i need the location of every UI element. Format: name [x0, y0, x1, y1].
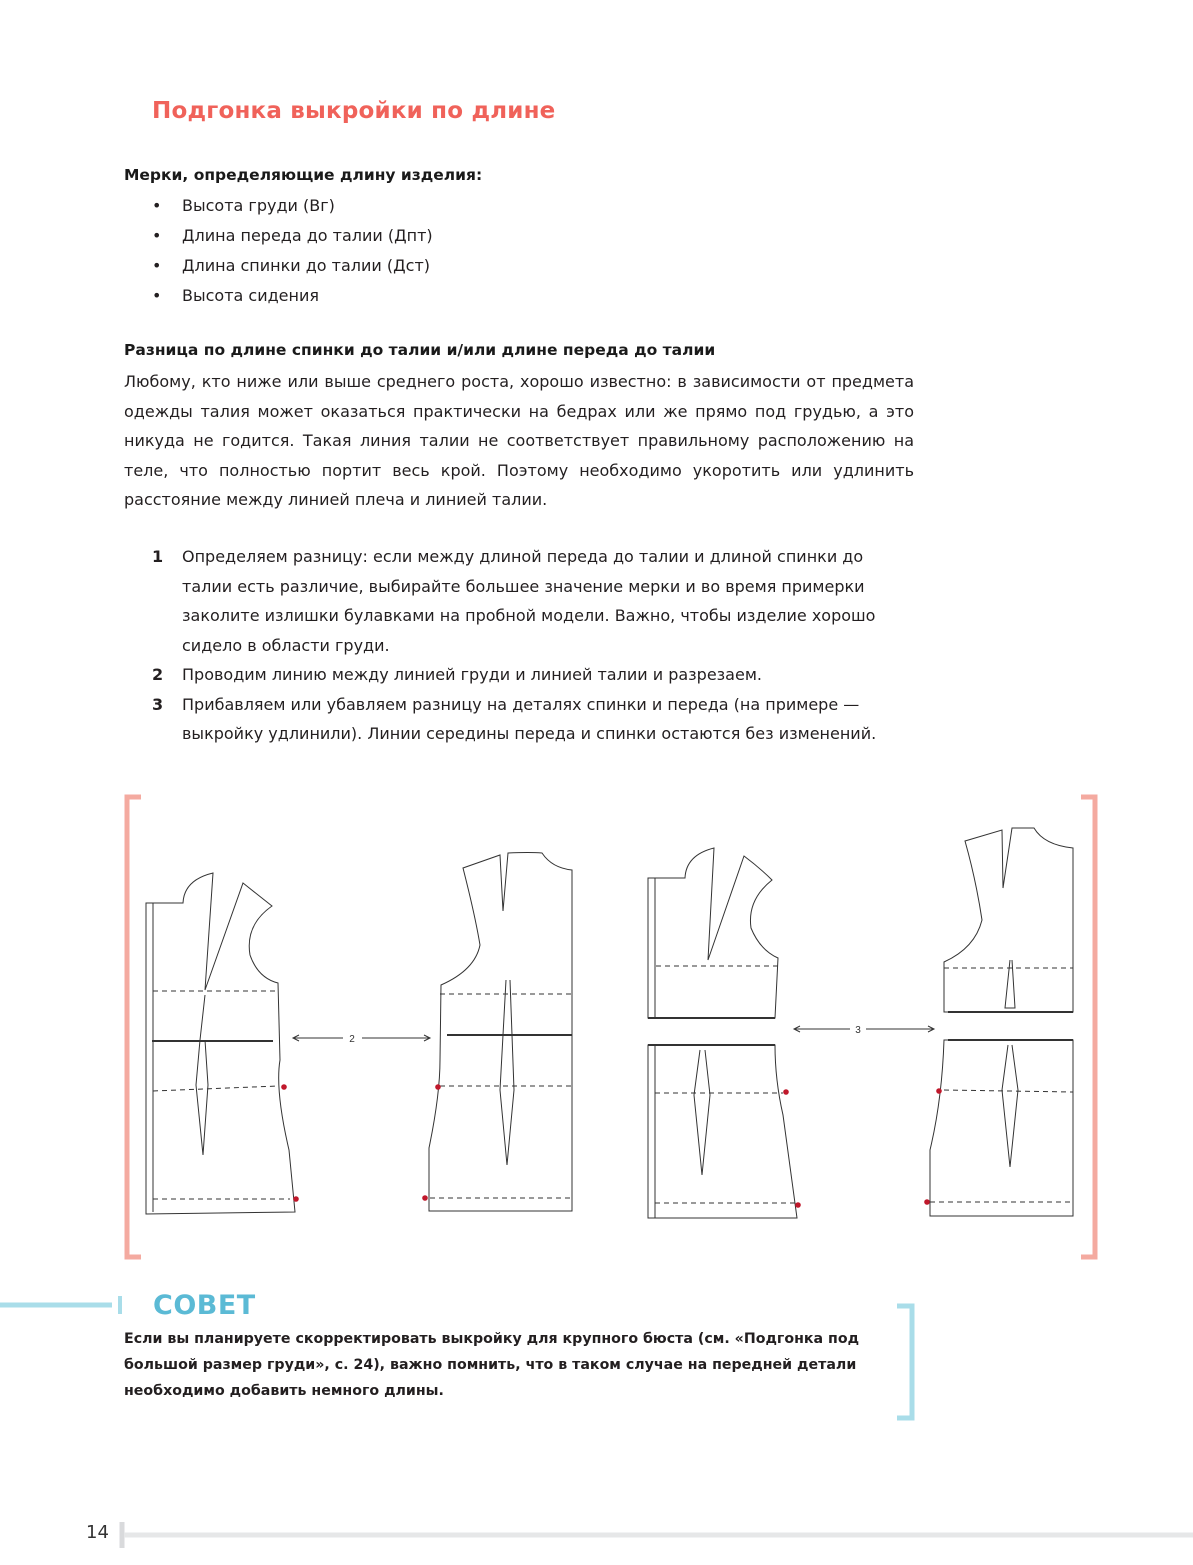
steps-list: [152, 542, 917, 749]
arrow-label-3: 3: [855, 1025, 861, 1036]
pin-marker: [783, 1089, 789, 1095]
tip-text: Если вы планируете скорректировать выкройку для крупного бюста (см. «Подгонка под большой размер груди», с. 24), важно помнить, что в таком случае на передней детали необходимо добавить немного длины.: [124, 1331, 860, 1399]
page-title: Подгонка выкройки по длине: [152, 98, 556, 124]
figure-bracket-left: [127, 797, 141, 1257]
pattern-cut-line: [429, 853, 572, 1212]
list-item: • Высота сидения: [152, 286, 319, 305]
pin-marker: [422, 1195, 428, 1201]
difference-paragraph: Любому, кто ниже или выше среднего роста, хорошо известно: в зависимости от предмета одежды талия может оказаться практически на бедрах или же прямо под грудью, а это никуда не годится. Такая линия талии не соответствует правильному расположению на теле, что полностью портит весь крой. Поэтому необходимо укоротить или удлинить расстояние между линией плеча и линией талии.: [124, 372, 914, 509]
pin-marker: [795, 1202, 801, 1208]
list-item: • Длина переда до талии (Дпт): [152, 226, 433, 245]
pin-marker: [281, 1084, 287, 1090]
tip-title: СОВЕТ: [153, 1290, 256, 1321]
pattern-separated: [648, 848, 797, 1218]
pin-marker: [936, 1088, 942, 1094]
list-item: • Высота груди (Вг): [152, 196, 335, 215]
pin-marker: [435, 1084, 441, 1090]
pattern-original-front-back: [146, 873, 295, 1214]
page-number: 14: [86, 1522, 109, 1543]
figure-bracket-right: [1081, 797, 1095, 1257]
list-item: • Длина спинки до талии (Дст): [152, 256, 431, 275]
pattern-diagram: [120, 790, 1105, 1265]
footer-rule: [118, 1520, 1193, 1550]
arrow-step-2: [293, 1035, 430, 1041]
step-item: 1 Определяем разницу: если между длиной переда до талии и длиной спинки до талии есть различие, выбирайте большее значение мерки и во время примерки заколите излишки булавками на пробной модели. Важно, чтобы изделие хорошо сидело в области груди.: [152, 547, 876, 655]
pattern-lengthened: [930, 828, 1073, 1216]
step-item: 3 Прибавляем или убавляем разницу на деталях спинки и переда (на примере — выкройку удлинили). Линии середины переда и спинки остаются без изменений.: [152, 694, 877, 743]
pin-marker: [924, 1199, 930, 1205]
measures-heading: Мерки, определяющие длину изделия:: [124, 166, 483, 184]
step-item: 2 Проводим линию между линией груди и линией талии и разрезаем.: [152, 665, 762, 684]
difference-heading: Разница по длине спинки до талии и/или длине переда до талии: [124, 341, 716, 359]
arrow-label-2: 2: [349, 1034, 355, 1045]
pin-marker: [293, 1196, 299, 1202]
measures-list: [152, 193, 433, 313]
arrow-step-3: [794, 1026, 934, 1032]
pin-markers: [281, 1084, 942, 1208]
